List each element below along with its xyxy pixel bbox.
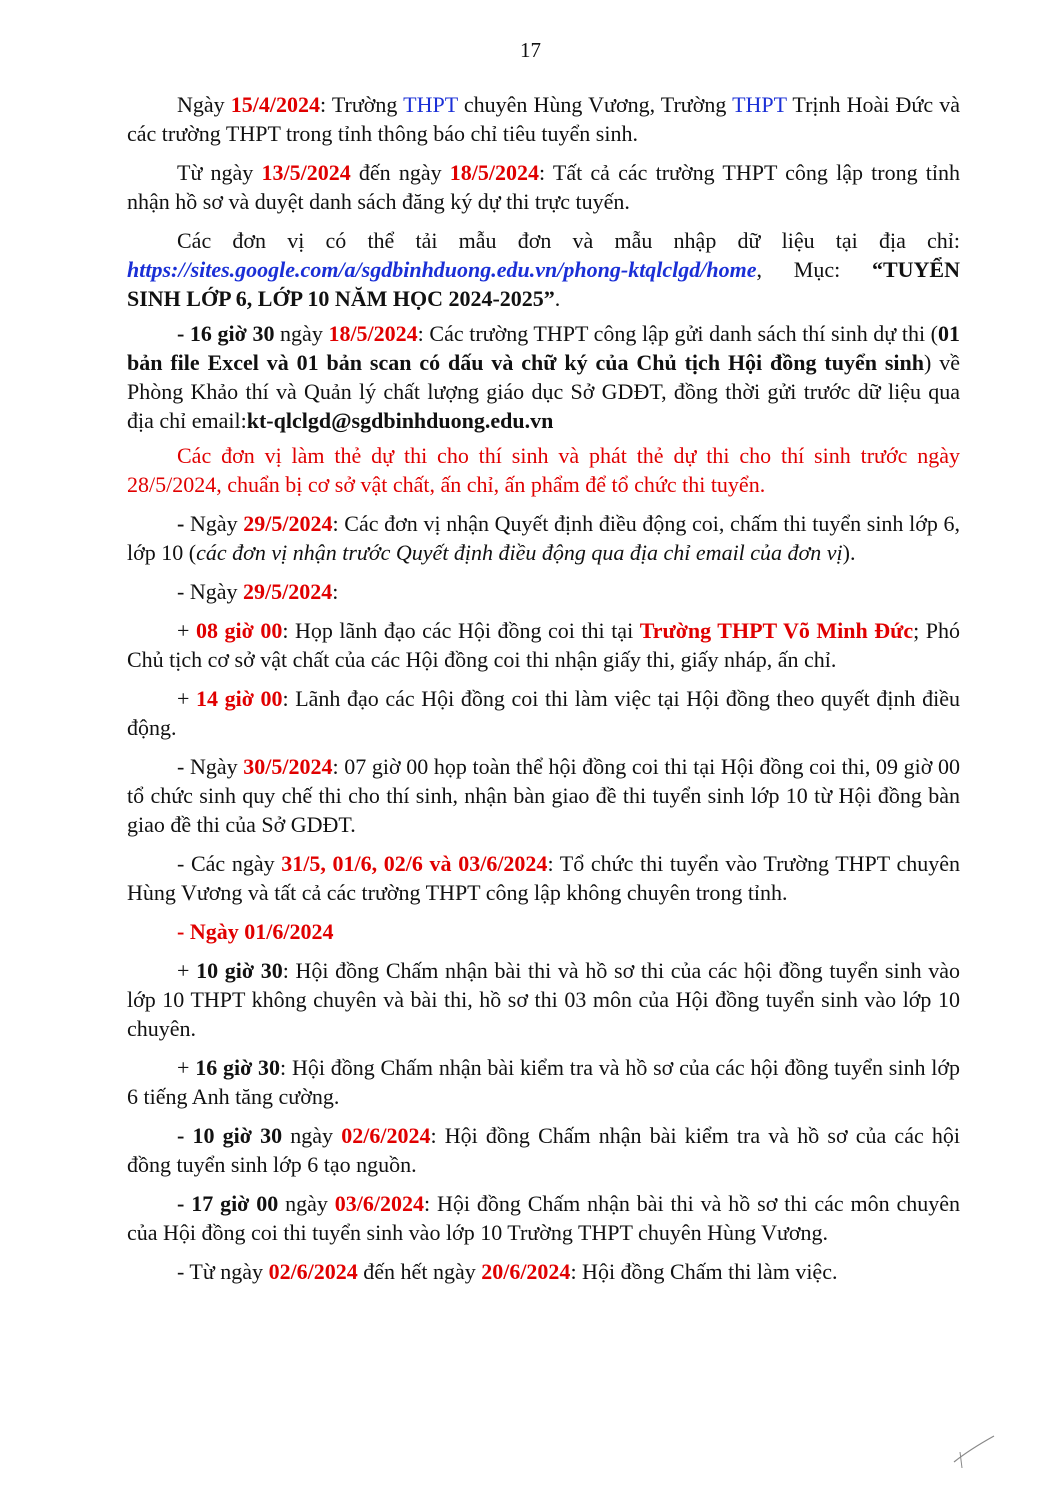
venue: Trường THPT Võ Minh Đức: [639, 618, 914, 643]
thpt-term: THPT: [403, 92, 458, 117]
paragraph-exam-days: - Các ngày 31/5, 01/6, 02/6 và 03/6/2024: Tổ chức thi tuyển vào Trường THPT chuyên Hùng Vương và tất cả các trường THPT công lập không chuyên trong tỉnh.: [127, 851, 961, 905]
date: 15/4/2024: [230, 92, 321, 117]
initial-signature-icon: [950, 1432, 998, 1472]
date: 13/5/2024: [261, 160, 351, 185]
paragraph-announce-quota: Ngày 15/4/2024: Trường THPT chuyên Hùng Vương, Trường THPT Trịnh Hoài Đức và các trường THPT trong tỉnh thông báo chỉ tiêu tuyển sinh.: [127, 92, 961, 146]
paragraph-registration: Từ ngày 13/5/2024 đến ngày 18/5/2024: Tất cả các trường THPT công lập trong tỉnh nhận hồ sơ và duyệt danh sách đăng ký dự thi trực tuyến.: [127, 160, 960, 214]
paragraph-grading-english: + 16 giờ 30: Hội đồng Chấm nhận bài kiểm tra và hồ sơ của các hội đồng tuyển sinh lớp 6 tiếng Anh tăng cường.: [127, 1055, 960, 1109]
paragraph-grading-receive: + 10 giờ 30: Hội đồng Chấm nhận bài thi và hồ sơ thi của các hội đồng tuyển sinh vào lớp 10 THPT không chuyên và bài thi, hồ sơ thi 03 môn của Hội đồng tuyển sinh vào lớp 10 chuyên.: [127, 958, 960, 1041]
date-heading: Ngày 01/6/2024: [189, 919, 334, 944]
paragraph-download-forms: Các đơn vị có thể tải mẫu đơn và mẫu nhập dữ liệu tại địa chỉ: https://sites.google.com/a/sgdbinhduong.edu.vn/phong-ktqlclgd/home, Mục: “TUYỂN SINH LỚP 6, LỚP 10 NĂM HỌC 2024-2025”.: [127, 228, 960, 311]
forms-link[interactable]: https://sites.google.com/a/sgdbinhduong.edu.vn/phong-ktqlclgd/home: [127, 257, 757, 282]
section-title: “TUYỂN SINH LỚP 6, LỚP 10 NĂM HỌC 2024-2025”: [127, 257, 960, 311]
time: 14 giờ 00: [196, 686, 283, 711]
date: 30/5/2024: [243, 754, 333, 779]
paragraph-meeting: + 08 giờ 00: Họp lãnh đạo các Hội đồng coi thi tại Trường THPT Võ Minh Đức; Phó Chủ tịch cơ sở vật chất của các Hội đồng coi thi nhận giấy thi, giấy nháp, ấn chỉ.: [127, 618, 960, 672]
paragraph-exam-cards: Các đơn vị làm thẻ dự thi cho thí sinh và phát thẻ dự thi cho thí sinh trước ngày 28/5/2024, chuẩn bị cơ sở vật chất, ấn chỉ, ấn phẩm để tổ chức thi tuyển.: [127, 443, 960, 497]
date-range: 31/5, 01/6, 02/6 và 03/6/2024: [281, 851, 548, 876]
paragraph-grading-specialized: - 17 giờ 00 ngày 03/6/2024: Hội đồng Chấm nhận bài thi và hồ sơ thi các môn chuyên của Hội đồng coi thi tuyển sinh vào lớp 10 Trường THPT chuyên Hùng Vương.: [127, 1191, 961, 1245]
time: - 10 giờ 30: [177, 1123, 283, 1148]
paragraph-grading-period: - Từ ngày 02/6/2024 đến hết ngày 20/6/2024: Hội đồng Chấm thi làm việc.: [177, 1259, 838, 1284]
time: - 17 giờ 00: [177, 1191, 279, 1216]
paragraph-submit-list: - 16 giờ 30 ngày 18/5/2024: Các trường THPT công lập gửi danh sách thí sinh dự thi (01 bản file Excel và 01 bản scan có dấu và chữ ký của Chủ tịch Hội đồng tuyển sinh) về Phòng Khảo thí và Quản lý chất lượng giáo dục Sở GDĐT, đồng thời gửi trước dữ liệu qua địa chỉ email:kt-qlclgd@sgdbinhduong.edu.vn: [127, 321, 960, 433]
paragraph-assignment: - Ngày 29/5/2024: Các đơn vị nhận Quyết định điều động coi, chấm thi tuyển sinh lớp 6, lớp 10 (các đơn vị nhận trước Quyết định điều động qua địa chỉ email của đơn vị).: [127, 511, 960, 565]
time: 16 giờ 30: [195, 1055, 281, 1080]
date: 18/5/2024: [328, 321, 418, 346]
date: 18/5/2024: [449, 160, 540, 185]
date: 02/6/2024: [268, 1259, 358, 1284]
paragraph-full-meeting: - Ngày 30/5/2024: 07 giờ 00 họp toàn thể hội đồng coi thi tại Hội đồng coi thi, 09 giờ 00 tổ chức sinh quy chế thi cho thí sinh, nhận bàn giao đề thi tuyển sinh lớp 10 từ Hội đồng bàn giao đề thi của Sở GDĐT.: [127, 754, 960, 837]
time: 08 giờ 00: [195, 618, 283, 643]
time: 10 giờ 30: [196, 958, 283, 983]
date: 29/5/2024: [243, 511, 333, 536]
paragraph-day-heading: - Ngày 29/5/2024:: [177, 579, 339, 604]
paragraph-day-heading: - Ngày 01/6/2024: [177, 919, 334, 944]
page-number: 17: [520, 38, 541, 62]
email-address[interactable]: kt-qlclgd@sgdbinhduong.edu.vn: [246, 408, 554, 433]
date: 03/6/2024: [334, 1191, 424, 1216]
paragraph-leaders-work: + 14 giờ 00: Lãnh đạo các Hội đồng coi thi làm việc tại Hội đồng theo quyết định điều động.: [127, 686, 960, 740]
thpt-term: THPT: [732, 92, 787, 117]
paragraph-grading-grade6: - 10 giờ 30 ngày 02/6/2024: Hội đồng Chấm nhận bài kiểm tra và hồ sơ của các hội đồng tuyển sinh lớp 6 tạo nguồn.: [127, 1123, 961, 1177]
date: 20/6/2024: [481, 1259, 571, 1284]
document-body: [127, 90, 960, 1296]
date: 29/5/2024: [242, 579, 333, 604]
time: - 16 giờ 30: [177, 321, 275, 346]
date: 02/6/2024: [341, 1123, 431, 1148]
